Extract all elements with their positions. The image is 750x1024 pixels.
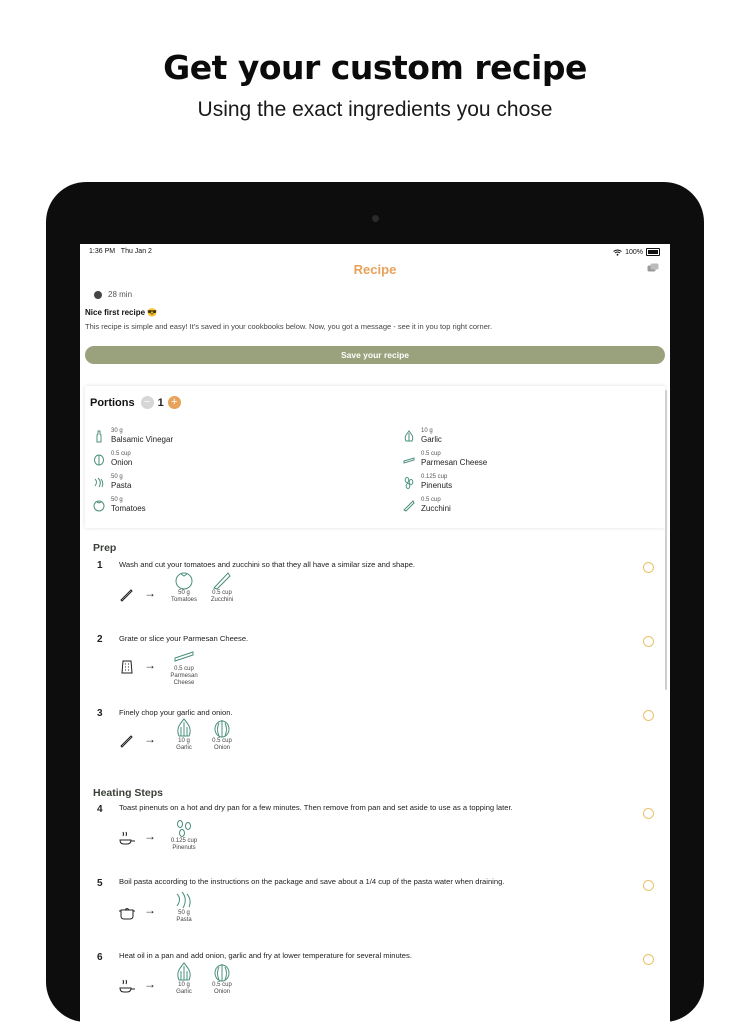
arrow-icon: → [144, 732, 156, 746]
step-checkbox[interactable] [643, 808, 654, 819]
bottle-icon [93, 430, 105, 443]
arrow-icon: → [144, 903, 156, 917]
camera-dot [372, 215, 379, 222]
ingredient-item: 50 g Pasta [93, 474, 131, 491]
onion-icon [212, 962, 232, 982]
step-number: 4 [97, 804, 103, 815]
step-text: Boil pasta according to the instructions on the package and save about a 1/4 cup of the pasta water when draining. [119, 877, 505, 886]
status-date: Thu Jan 2 [120, 248, 152, 255]
clock-icon [94, 291, 102, 299]
tomato-icon [93, 499, 105, 512]
zucchini-icon [212, 570, 232, 590]
step-number: 1 [97, 560, 103, 571]
status-time: 1:36 PM [89, 248, 116, 255]
hero-title: Get your custom recipe [163, 48, 587, 87]
ingredient-item: 0.125 cup Pinenuts [403, 474, 452, 491]
step-number: 5 [97, 878, 103, 889]
step-text: Heat oil in a pan and add onion, garlic and fry at lower temperature for several minutes. [119, 951, 412, 960]
pasta-icon [174, 890, 194, 910]
pasta-icon [93, 476, 105, 489]
pan-icon [119, 830, 135, 846]
scrollbar[interactable] [665, 390, 667, 690]
portions-count: 1 [157, 396, 164, 409]
step-text: Finely chop your garlic and onion. [119, 708, 233, 717]
step-ingredient: 0.5 cup Zucchini [202, 570, 242, 604]
step-number: 2 [97, 634, 103, 645]
pot-icon [119, 904, 135, 920]
status-bar [80, 244, 670, 260]
arrow-icon: → [144, 977, 156, 991]
step-ingredient: 0.5 cup Onion [202, 962, 242, 996]
save-recipe-button[interactable]: Save your recipe [85, 346, 665, 364]
step-text: Grate or slice your Parmesan Cheese. [119, 634, 249, 643]
step-ingredient: 0.5 cup Parmesan Cheese [164, 646, 204, 687]
arrow-icon: → [144, 829, 156, 843]
notice-title: Nice first recipe 😎 [85, 308, 158, 317]
step-number: 6 [97, 952, 103, 963]
step-ingredient: 0.125 cup Pinenuts [164, 818, 204, 852]
knife-icon [119, 732, 135, 748]
increase-portions-button[interactable]: + [168, 396, 181, 409]
tablet-frame [46, 182, 704, 1022]
notice-text: This recipe is simple and easy! It's saved in your cookbooks below. Now, you got a message - see it in you top right corner. [85, 322, 493, 331]
zucchini-icon [403, 499, 415, 512]
battery-percent: 100% [625, 248, 643, 256]
recipe-duration: 28 min [108, 290, 133, 299]
step-ingredient: 10 g Garlic [164, 962, 204, 996]
tomato-icon [174, 570, 194, 590]
garlic-icon [403, 430, 415, 443]
step-checkbox[interactable] [643, 710, 654, 721]
cheese-icon [174, 646, 194, 666]
garlic-icon [174, 718, 194, 738]
ingredient-item: 0.5 cup Parmesan Cheese [403, 451, 487, 468]
arrow-icon: → [144, 658, 156, 672]
step-number: 3 [97, 708, 103, 719]
step-ingredient: 50 g Tomatoes [164, 570, 204, 604]
garlic-icon [174, 962, 194, 982]
wifi-icon [613, 249, 622, 256]
pan-icon [119, 978, 135, 994]
step-ingredient: 0.5 cup Onion [202, 718, 242, 752]
portions-label: Portions [90, 396, 135, 409]
hero-subtitle: Using the exact ingredients you chose [197, 98, 553, 121]
knife-icon [119, 586, 135, 602]
onion-icon [93, 453, 105, 466]
ingredient-item: 0.5 cup Zucchini [403, 497, 451, 514]
step-ingredient: 10 g Garlic [164, 718, 204, 752]
step-checkbox[interactable] [643, 880, 654, 891]
arrow-icon: → [144, 586, 156, 600]
pinenuts-icon [403, 476, 415, 489]
ingredient-item: 50 g Tomatoes [93, 497, 146, 514]
cheese-icon [403, 453, 415, 466]
ingredient-item: 0.5 cup Onion [93, 451, 132, 468]
battery-icon [646, 248, 660, 256]
ingredient-item: 10 g Garlic [403, 428, 442, 445]
step-checkbox[interactable] [643, 636, 654, 647]
onion-icon [212, 718, 232, 738]
decrease-portions-button[interactable]: − [141, 396, 154, 409]
pinenuts-icon [174, 818, 194, 838]
ingredients-card [85, 386, 665, 528]
step-ingredient: 50 g Pasta [164, 890, 204, 924]
step-text: Toast pinenuts on a hot and dry pan for a few minutes. Then remove from pan and set aside to use as a topping later. [119, 803, 513, 812]
app-screen [80, 244, 670, 1024]
grater-icon [119, 658, 135, 674]
step-checkbox[interactable] [643, 954, 654, 965]
page-title: Recipe [353, 262, 397, 277]
step-checkbox[interactable] [643, 562, 654, 573]
step-text: Wash and cut your tomatoes and zucchini so that they all have a similar size and shape. [119, 560, 416, 569]
ingredient-item: 30 g Balsamic Vinegar [93, 428, 173, 445]
chat-bubbles-icon[interactable] [647, 263, 659, 274]
section-heating-title: Heating Steps [93, 787, 164, 799]
section-prep-title: Prep [93, 542, 117, 554]
